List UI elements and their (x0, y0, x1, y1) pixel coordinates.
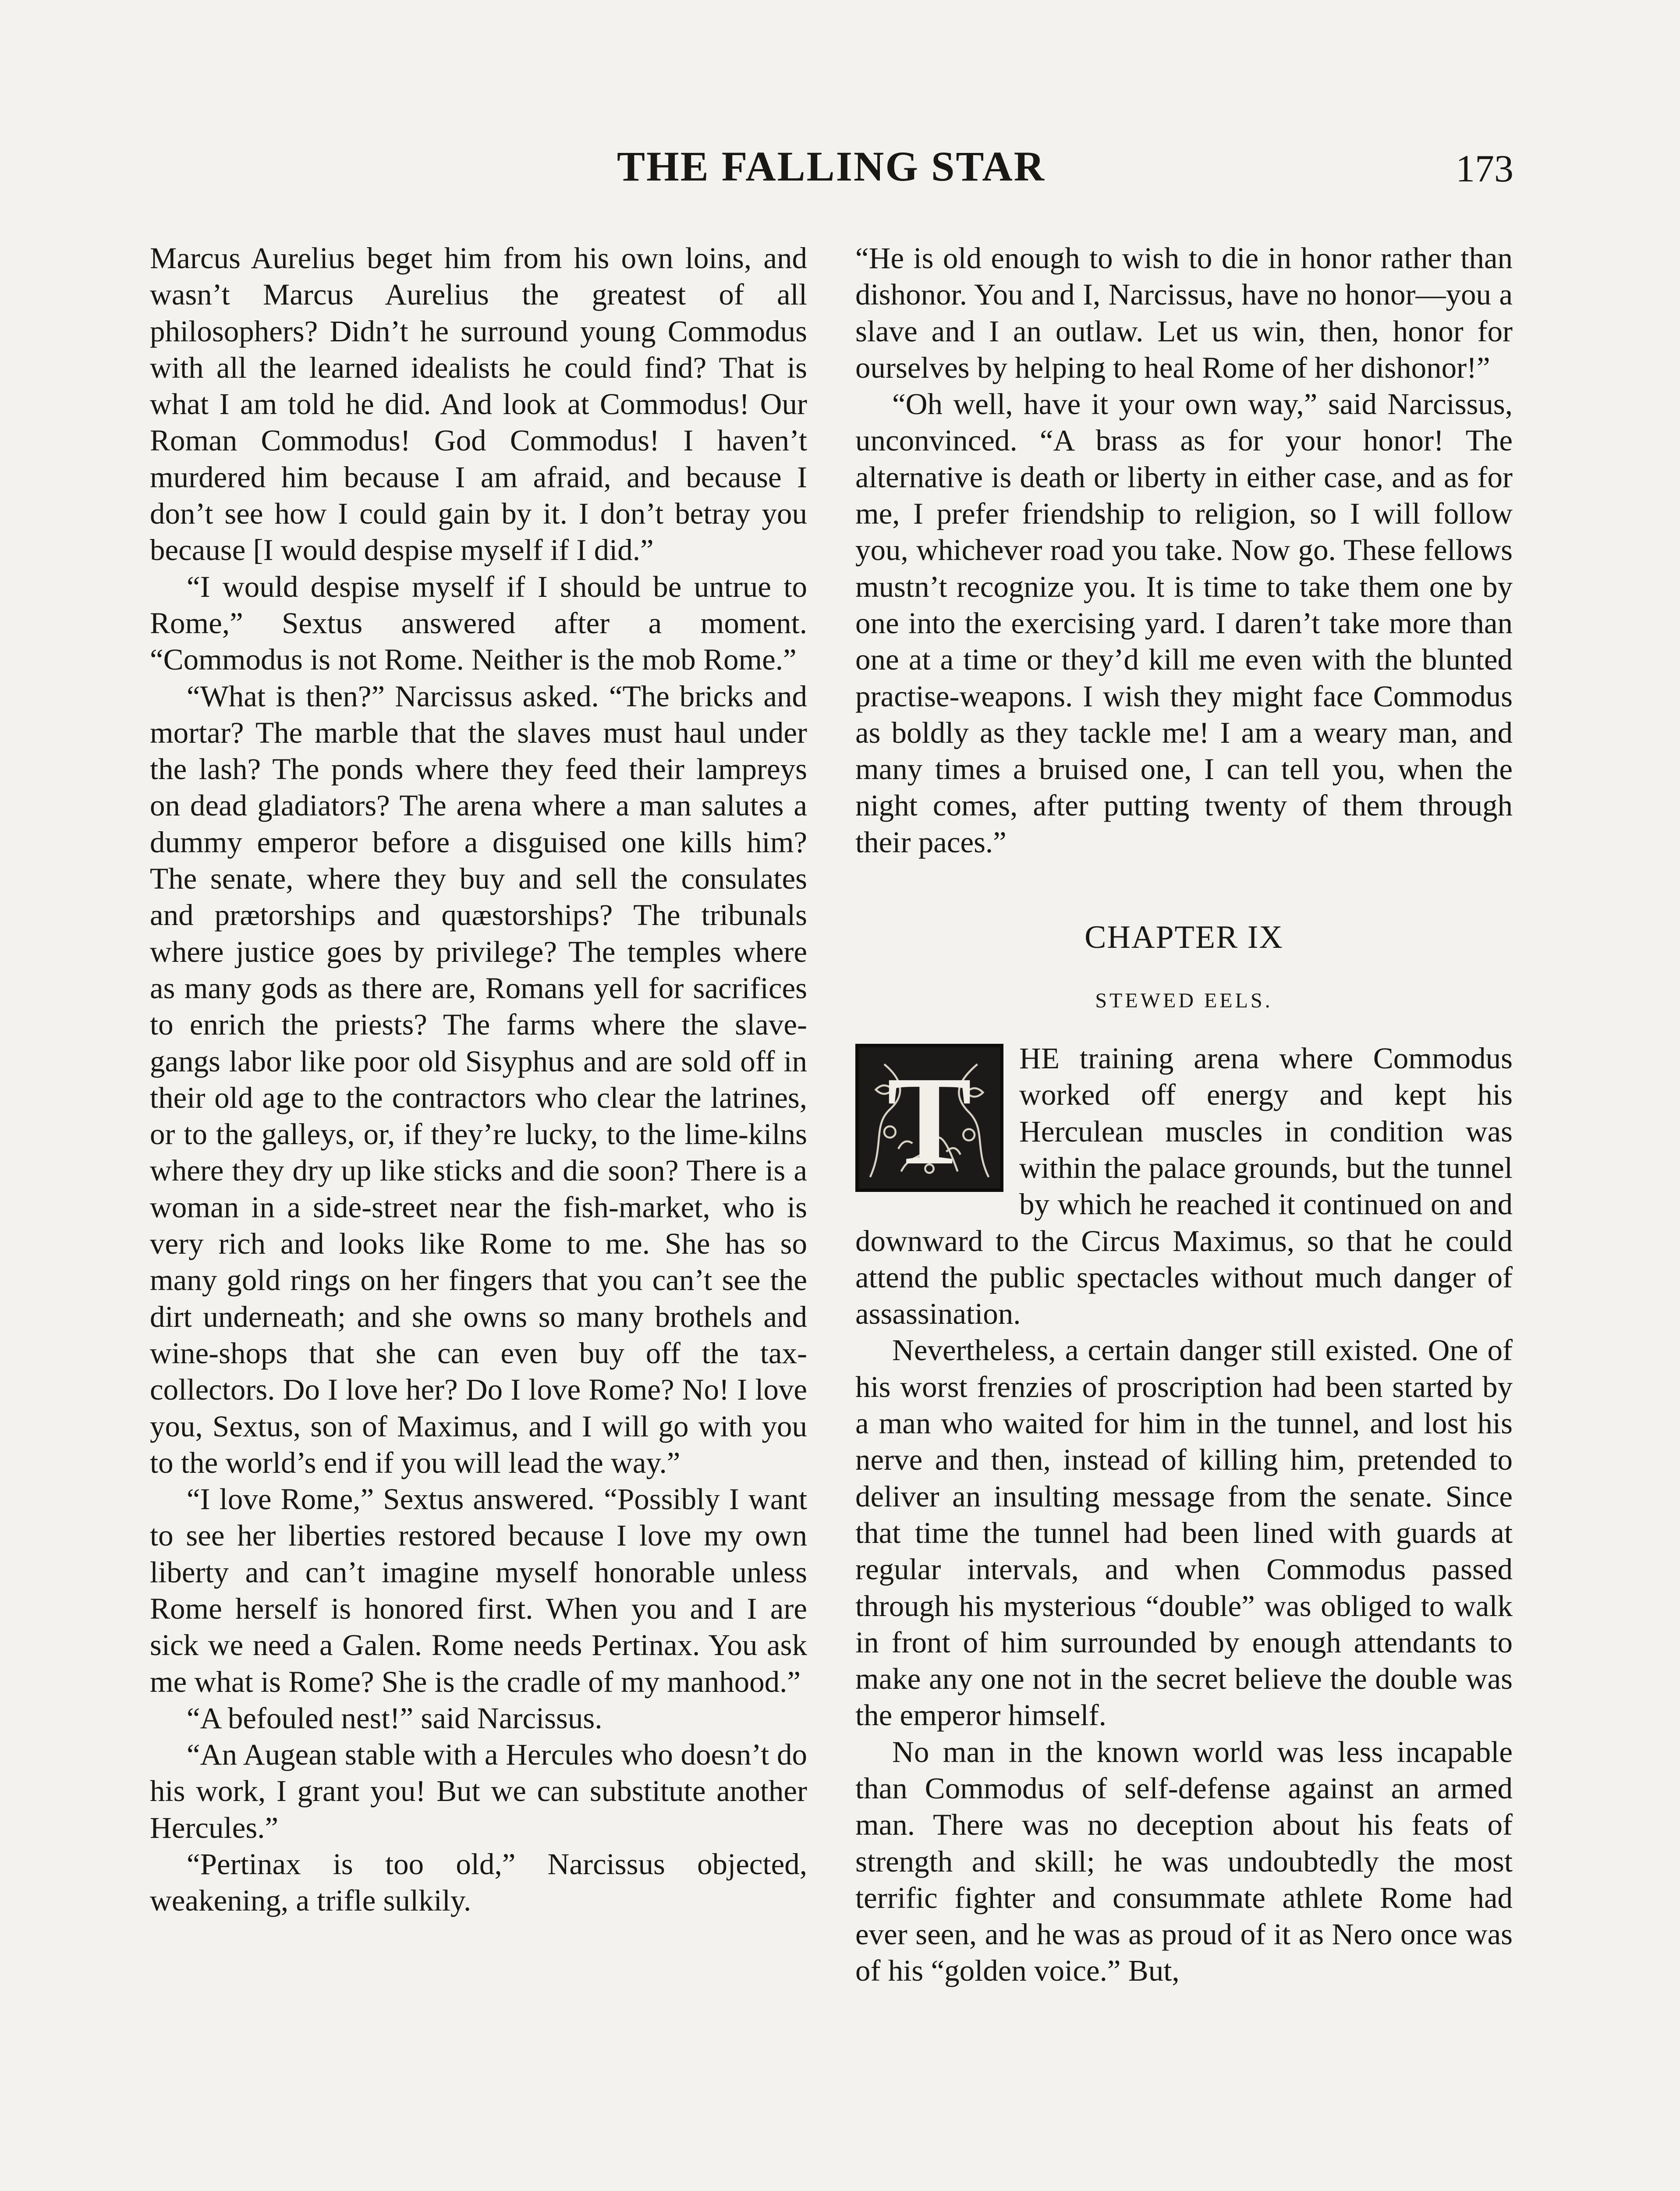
paragraph: “An Augean stable with a Hercules who doesn’t do his work, I grant you! But we can substitute another Hercules.” (150, 1738, 807, 1844)
page-header (149, 140, 1513, 193)
drop-cap-letter: T (887, 1050, 972, 1191)
paragraph: “A befouled nest!” said Narcissus. (187, 1701, 603, 1735)
paragraph: “I love Rome,” Sextus answered. “Possibly I want to see her liberties restored because I love my own liberty and can’t imagine myself honorable unless Rome herself is honored first. When you and I are sick we need a Galen. Rome needs Pertinax. You ask me what is Rome? She is the cradle of my manhood.” (150, 1482, 807, 1698)
chapter-subtitle: STEWED EELS. (1095, 989, 1273, 1013)
left-column (150, 240, 807, 1919)
chapter-heading: CHAPTER IX (1085, 919, 1283, 956)
paragraph: No man in the known world was less incapable than Commodus of self-defense against an armed man. There was no deception about his feats of strength and skill; he was undoubtedly the most terrific fighter and consummate athlete Rome had ever seen, and he was as proud of it as Nero once was of his “golden voice.” But, (855, 1735, 1513, 1988)
paragraph: “Oh well, have it your own way,” said Narcissus, unconvinced. “A brass as for your honor! The alternative is death or liberty in either case, and as for me, I prefer friendship to religion, so I will follow you, whichever road you take. Now go. These fellows mustn’t recognize you. It is time to take them one by one into the exercising yard. I daren’t take more than one at a time or they’d kill me even with the blunted practise-weapons. I wish they might face Commodus as boldly as they tackle me! I am a weary man, and many times a bruised one, I can tell you, when the night comes, after putting twenty of them through their paces.” (855, 387, 1513, 859)
running-title: THE FALLING STAR (617, 143, 1046, 190)
paragraph: HE training arena where Commodus worked off energy and kept his Herculean muscles in condition was within the palace grounds, but the tunnel by which he reached it continued on and downward to the Circus Maximus, so that he could attend the public spectacles without much danger of assassination. (855, 1042, 1513, 1331)
paragraph: “I would despise myself if I should be untrue to Rome,” Sextus answered after a moment. “Commodus is not Rome. Neither is the mob Rome.” (150, 570, 807, 677)
paragraph: Nevertheless, a certain danger still existed. One of his worst frenzies of proscription had been started by a man who waited for him in the tunnel, and lost his nerve and then, instead of killing him, pretended to deliver an insulting message from the senate. Since that time the tunnel had been lined with guards at regular intervals, and when Commodus passed through his mysterious “double” was obliged to walk in front of him surrounded by enough attendants to make any one not in the secret believe the double was the emperor himself. (855, 1333, 1513, 1732)
drop-cap-ornament (855, 1044, 1003, 1192)
page-number: 173 (1456, 148, 1513, 190)
paragraph: “He is old enough to wish to die in honor rather than dishonor. You and I, Narcissus, have no honor—you a slave and I an outlaw. Let us win, then, honor for ourselves by helping to heal Rome of her dishonor!” (855, 241, 1513, 384)
paragraph: “Pertinax is too old,” Narcissus objected, weakening, a trifle sulkily. (150, 1847, 807, 1918)
paragraph: “What is then?” Narcissus asked. “The bricks and mortar? The marble that the slaves must haul under the lash? The ponds where they feed their lampreys on dead gladiators? The arena where a man salutes a dummy emperor before a disguised one kills him? The senate, where they buy and sell the consulates and prætorships and quæstorships? The tribunals where justice goes by privilege? The temples where as many gods as there are, Romans yell for sacrifices to enrich the priests? The farms where the slave-gangs labor like poor old Sisyphus and are sold off in their old age to the contractors who clear the latrines, or to the galleys, or, if they’re lucky, to the lime-kilns where they dry up like sticks and die soon? There is a woman in a side-street near the fish-market, who is very rich and looks like Rome to me. She has so many gold rings on her fingers that you can’t see the dirt underneath; and she owns so many brothels and wine-shops that she can even buy off the tax-collectors. Do I love her? Do I love Rome? No! I love you, Sextus, son of Maximus, and I will go with you to the world’s end if you will lead the way.” (150, 679, 807, 1479)
right-column (855, 240, 1513, 1989)
paragraph: Marcus Aurelius beget him from his own loins, and wasn’t Marcus Aurelius the greatest of all philosophers? Didn’t he surround young Commodus with all the learned idealists he could find? That is what I am told he did. And look at Commodus! Our Roman Commodus! God Commodus! I haven’t murdered him because I am afraid, and because I don’t see how I could gain by it. I don’t betray you because [I would despise myself if I did.” (150, 241, 807, 567)
